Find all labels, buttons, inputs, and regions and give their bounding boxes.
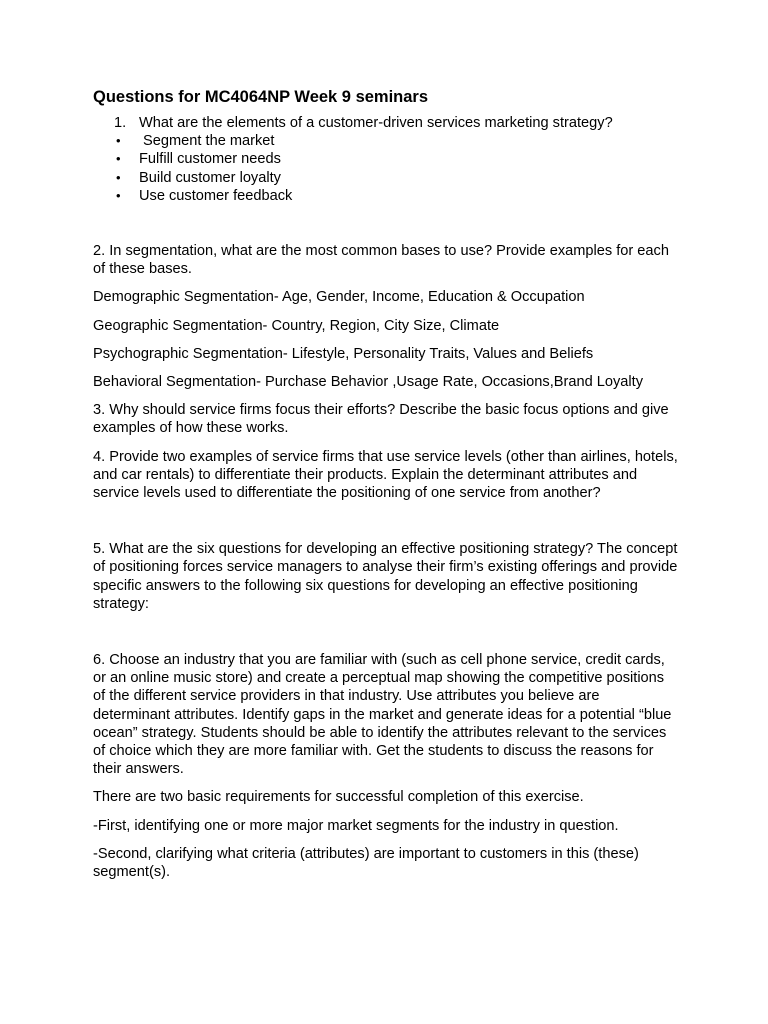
bullet-icon: • [116,169,121,185]
question-1-text: What are the elements of a customer-driven services marketing strategy? [139,115,613,131]
question-3: 3. Why should service firms focus their efforts? Describe the basic focus options and give examples of how these works. [93,402,669,437]
bullet-text: Build customer loyalty [139,169,281,186]
demographic-segmentation: Demographic Segmentation- Age, Gender, Income, Education & Occupation [93,289,585,306]
document-title: Questions for MC4064NP Week 9 seminars [93,88,429,106]
requirement-second: -Second, clarifying what criteria (attributes) are important to customers in this (these) segment(s). [93,845,639,881]
numbered-item [93,114,678,132]
bullet-item [93,150,678,168]
psychographic-segmentation: Psychographic Segmentation- Lifestyle, Personality Traits, Values and Beliefs [93,345,594,362]
bullet-item [93,132,678,150]
document-body [93,86,678,891]
question-5: 5. What are the six questions for developing an effective positioning strategy? The concept of positioning forces service managers to analyse their firm’s existing offerings and provide specific answers to the following six questions for developing an effective positioning strategy: [93,541,678,612]
geographic-segmentation: Geographic Segmentation- Country, Region, City Size, Climate [93,317,500,334]
bullet-item [93,187,678,205]
behavioral-segmentation: Behavioral Segmentation- Purchase Behavior ,Usage Rate, Occasions,Brand Loyalty [93,374,643,391]
bullet-text: Use customer feedback [139,187,293,204]
question-4: 4. Provide two examples of service firms that use service levels (other than airlines, hotels, and car rentals) to differentiate their products. Explain the determinant attributes and service levels used to differentiate the positioning of one service from another? [93,448,678,502]
requirement-first: -First, identifying one or more major market segments for the industry in question. [93,817,619,834]
bullet-text: Segment the market [139,133,275,150]
bullet-text: Fulfill customer needs [139,151,281,168]
list-number: 1. [114,115,127,131]
bullet-icon: • [116,187,121,203]
requirements-intro: There are two basic requirements for successful completion of this exercise. [93,789,584,806]
question-1-list [93,114,678,205]
bullet-item [93,169,678,187]
bullet-icon: • [116,151,121,167]
question-2: 2. In segmentation, what are the most common bases to use? Provide examples for each of these bases. [93,243,669,278]
bullet-icon: • [116,133,121,149]
question-6: 6. Choose an industry that you are familiar with (such as cell phone service, credit cards, or an online music store) and create a perceptual map showing the competitive positions of the different service providers in that industry. Use attributes you believe are determinant attributes. Identify gaps in the market and generate ideas for a potential “blue ocean” strategy. Students should be able to identify the attributes relevant to the services of choice which they are more familiar with. Get the students to discuss the reasons for their answers. [93,652,672,778]
